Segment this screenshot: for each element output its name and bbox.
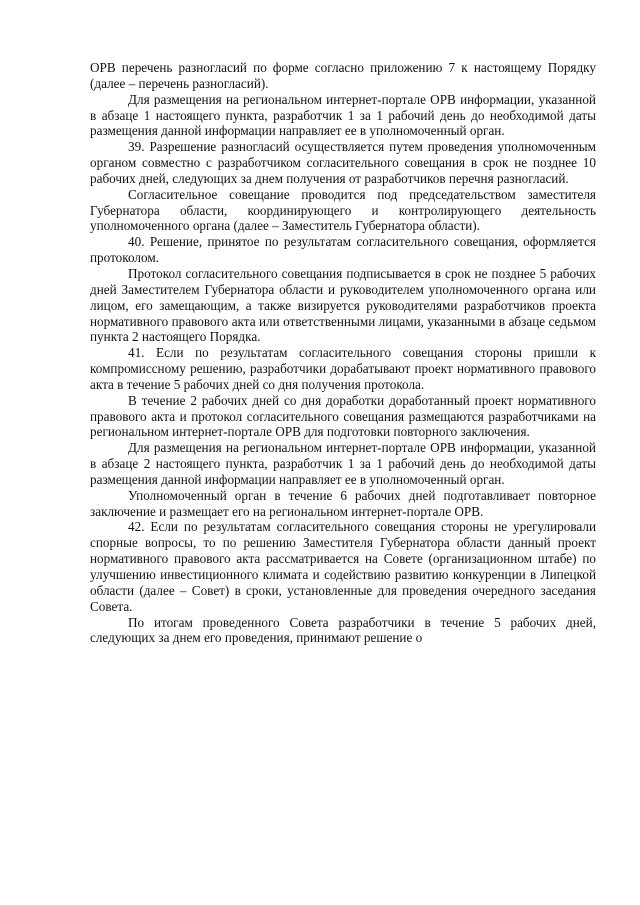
paragraph-11: 42. Если по результатам согласительного совещания стороны не урегулировали спорные вопросы, то по решению Заместителя Губернатора области данный проект нормативного правового акта рассматривается на Совете (организационном штабе) по улучшению инвестиционного климата и содействию развитию конкуренции в Липецкой области (далее – Совет) в сроки, установленные для проведения очередного заседания Совета.	[90, 519, 596, 614]
paragraph-5: 40. Решение, принятое по результатам согласительного совещания, оформляется протоколом.	[90, 234, 596, 266]
paragraph-7: 41. Если по результатам согласительного совещания стороны пришли к компромиссному решению, разработчики дорабатывают проект нормативного правового акта в течение 5 рабочих дней со дня получения протокола.	[90, 345, 596, 392]
paragraph-8: В течение 2 рабочих дней со дня доработки доработанный проект нормативного правового акта и протокол согласительного совещания размещаются разработчиками на региональном интернет-портале ОРВ для подготовки повторного заключения.	[90, 392, 596, 440]
document-page	[90, 60, 596, 646]
paragraph-9: Для размещения на региональном интернет-портале ОРВ информации, указанной в абзаце 2 настоящего пункта, разработчик 1 за 1 рабочий день до необходимой даты размещения данной информации направляет ее в уполномоченный орган.	[90, 440, 596, 487]
paragraph-6: Протокол согласительного совещания подписывается в срок не позднее 5 рабочих дней Заместителем Губернатора области и руководителем уполномоченного органа или лицом, его замещающим, а также визируется руководителями разработчиков проекта нормативного правового акта или ответственными лицами, указанными в абзаце седьмом пункта 2 настоящего Порядка.	[90, 265, 596, 345]
paragraph-1: ОРВ перечень разногласий по форме согласно приложению 7 к настоящему Порядку (далее – перечень разногласий).	[90, 60, 596, 91]
paragraph-3: 39. Разрешение разногласий осуществляется путем проведения уполномоченным органом совместно с разработчиком согласительного совещания в срок не позднее 10 рабочих дней, следующих за днем получения от разработчиков перечня разногласий.	[90, 139, 596, 186]
paragraph-2: Для размещения на региональном интернет-портале ОРВ информации, указанной в абзаце 1 настоящего пункта, разработчик 1 за 1 рабочий день до необходимой даты размещения данной информации направляет ее в уполномоченный орган.	[90, 91, 596, 139]
paragraph-10: Уполномоченный орган в течение 6 рабочих дней подготавливает повторное заключение и размещает его на региональном интернет-портале ОРВ.	[90, 487, 596, 519]
paragraph-4: Согласительное совещание проводится под председательством заместителя Губернатора области, координирующего и контролирующего деятельность уполномоченного органа (далее – Заместитель Губернатора области).	[90, 186, 596, 234]
paragraph-12: По итогам проведенного Совета разработчики в течение 5 рабочих дней, следующих за днем его проведения, принимают решение о	[90, 614, 596, 646]
